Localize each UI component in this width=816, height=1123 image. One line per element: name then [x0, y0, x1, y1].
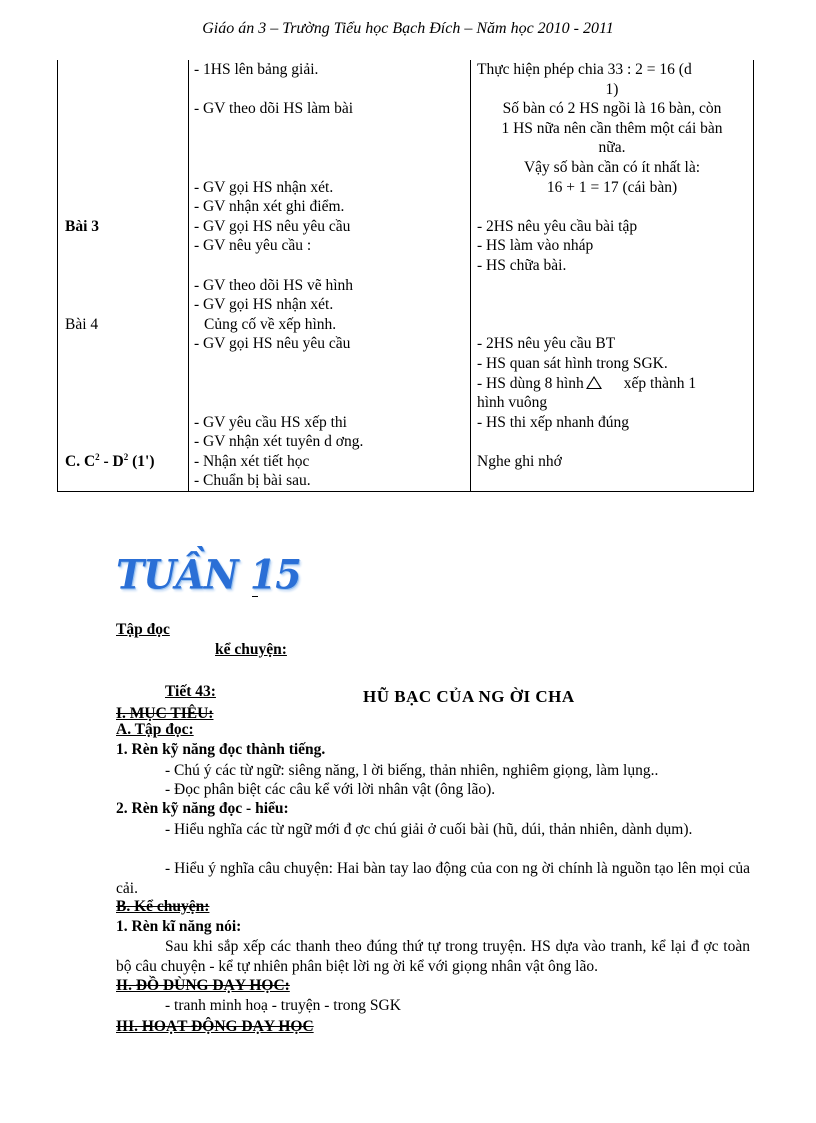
table-cell-section — [58, 60, 189, 492]
objective-paragraph: Sau khi sắp xếp các thanh theo đúng thứ tự trong truyện. HS dựa vào tranh, kể lại đ ợc toàn bộ câu chuyện - kể tự nhiên phân biệt lời ng ời kể với giọng nhân vật ông lão. — [116, 938, 750, 975]
section-activities: III. HOẠT ĐỘNG DẠY HỌC — [116, 1018, 314, 1035]
teacher-line: - Nhận xét tiết học — [194, 452, 310, 470]
table-cell-student — [471, 60, 754, 492]
cell-bai3: Bài 3 — [65, 217, 100, 235]
subject-tap-doc: Tập đọc — [116, 621, 170, 638]
page-header: Giáo án 3 – Trường Tiểu học Bạch Đích – Năm học 2010 - 2011 — [202, 20, 614, 37]
teacher-line: - GV gọi HS nhận xét. — [194, 178, 334, 196]
objective-paragraph: - Hiểu ý nghĩa câu chuyện: Hai bàn tay lao động của con ng ời chính là nguồn tạo lên mọi của cải. — [116, 860, 750, 897]
teacher-line: - 1HS lên bảng giải. — [194, 61, 319, 78]
student-line: - HS thi xếp nhanh đúng — [477, 413, 629, 431]
materials-line: - tranh minh hoạ - truyện - trong SGK — [165, 997, 401, 1014]
skill-reading-aloud: 1. Rèn kỹ năng đọc thành tiếng. — [116, 741, 326, 758]
skill-reading-comprehension: 2. Rèn kỹ năng đọc - hiểu: — [116, 800, 289, 817]
student-line: Nghe ghi nhớ — [477, 452, 562, 470]
teacher-line: - GV nhận xét ghi điểm. — [194, 198, 345, 216]
lesson-number: Tiết 43: — [165, 683, 216, 700]
objective-paragraph: - Hiểu nghĩa các từ ngữ mới đ ợc chú giải ở cuối bài (hũ, dúi, thản nhiên, dành dụm). — [165, 821, 693, 838]
teacher-line: - GV nêu yêu cầu : — [194, 237, 312, 255]
week-title-underline — [252, 580, 258, 597]
student-line: Thực hiện phép chia 33 : 2 = 16 (d — [477, 61, 692, 78]
section-objectives: I. MỤC TIÊU: — [116, 705, 214, 722]
table-cell-teacher — [189, 60, 471, 492]
cell-conclusion: C. $C^2 - D^2$ (1') — [65, 451, 155, 470]
student-line: 1) — [605, 80, 619, 98]
student-line: - HS quan sát hình trong SGK. — [477, 354, 668, 372]
triangle-icon — [586, 376, 602, 389]
student-line: - HS làm vào nháp — [477, 237, 594, 255]
subject-ke-chuyen: kể chuyện: — [215, 641, 287, 658]
teacher-line: - GV gọi HS nêu yêu cầu — [194, 217, 351, 235]
student-line: Số bàn có 2 HS ngồi là 16 bàn, còn — [502, 100, 722, 118]
student-line: 1 HS nữa nên cần thêm một cái bàn — [501, 119, 723, 137]
skill-speaking: 1. Rèn kĩ năng nói: — [116, 918, 242, 935]
section-materials: II. ĐỒ DÙNG DẠY HỌC: — [116, 977, 290, 994]
teacher-line: - GV theo dõi HS vẽ hình — [194, 276, 354, 294]
lesson-table — [57, 60, 754, 492]
objective-line: - Đọc phân biệt các câu kể với lời nhân vật (ông lão). — [165, 781, 496, 798]
week-title: TUẦN 15 — [116, 550, 301, 599]
student-line: nữa. — [598, 139, 626, 157]
student-line: - 2HS nêu yêu cầu BT — [477, 335, 616, 353]
lesson-title: HŨ BẠC CỦA NG ỜI CHA — [363, 687, 575, 706]
student-line: - 2HS nêu yêu cầu bài tập — [477, 217, 638, 235]
table-row — [58, 60, 754, 492]
teacher-line: Củng cố về xếp hình. — [204, 315, 337, 333]
teacher-line: - GV theo dõi HS làm bài — [194, 100, 354, 118]
teacher-line: - GV gọi HS nêu yêu cầu — [194, 335, 351, 353]
teacher-line: - GV yêu cầu HS xếp thi — [194, 413, 347, 431]
student-line: - HS dùng 8 hình xếp thành 1 — [477, 374, 697, 392]
student-line: - HS chữa bài. — [477, 256, 567, 274]
teacher-line: - Chuẩn bị bài sau. — [194, 472, 311, 490]
section-storytelling: B. Kể chuyện: — [116, 898, 210, 915]
teacher-line: - GV gọi HS nhận xét. — [194, 296, 334, 314]
section-reading: A. Tập đọc: — [116, 721, 194, 738]
student-line: hình vuông — [477, 394, 548, 412]
cell-bai4: Bài 4 — [65, 315, 99, 333]
objective-line: - Chú ý các từ ngữ: siêng năng, l ời biếng, thản nhiên, nghiêm giọng, làm lụng.. — [165, 762, 659, 779]
teacher-line: - GV nhận xét tuyên d ơng. — [194, 433, 364, 451]
student-line: 16 + 1 = 17 (cái bàn) — [546, 178, 678, 196]
student-line: Vậy số bàn cần có ít nhất là: — [523, 158, 701, 176]
